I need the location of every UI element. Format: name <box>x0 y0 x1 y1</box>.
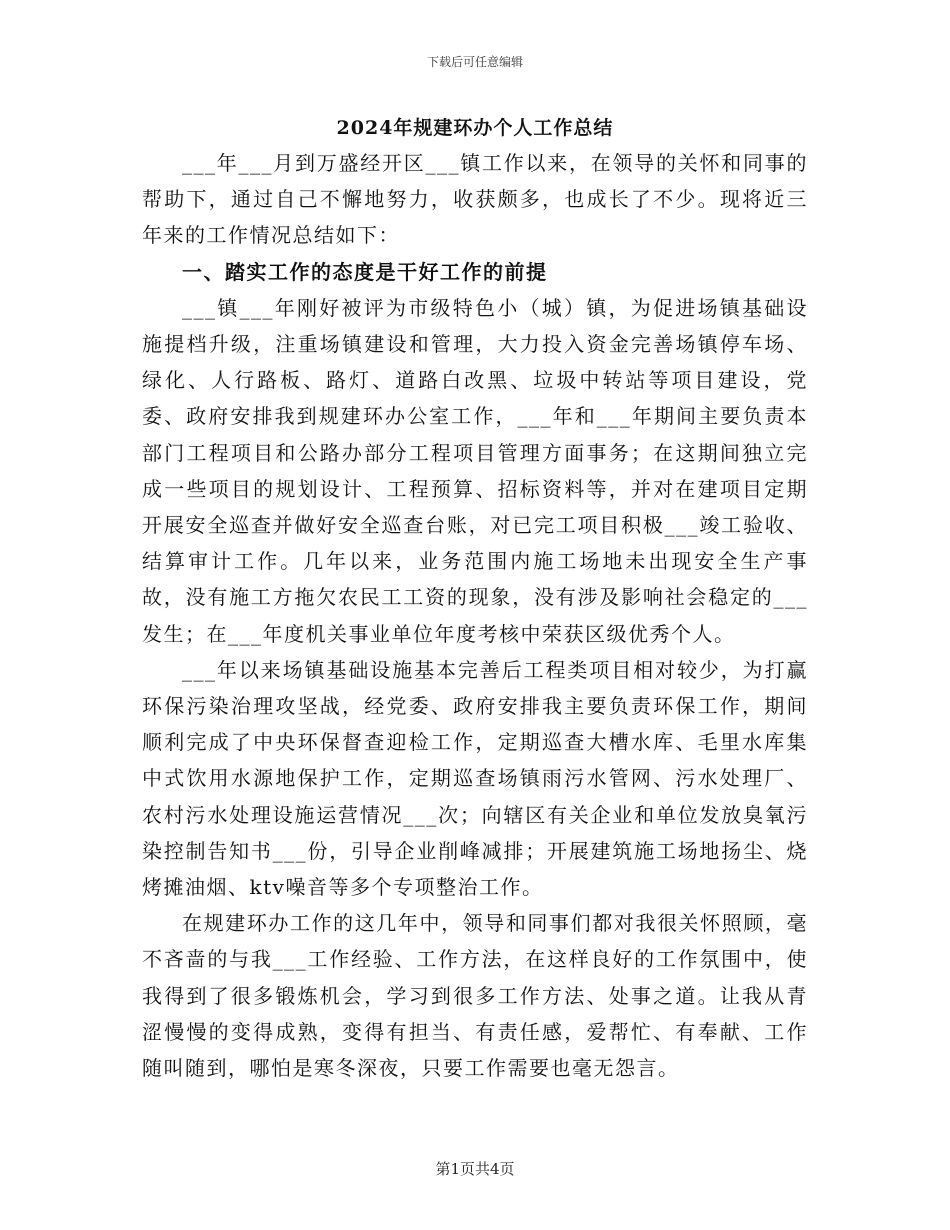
page-header-note: 下载后可任意编辑 <box>426 55 523 69</box>
document-title: 2024年规建环办个人工作总结 <box>336 117 614 139</box>
section-heading: 一、踏实工作的态度是干好工作的前提 <box>182 259 548 284</box>
page-number: 第1页共4页 <box>435 1160 515 1178</box>
body-paragraph-1: ___镇___年刚好被评为市级特色小（城）镇，为促进场镇基础设施提档升级，注重场镇建设和管理，大力投入资金完善场镇停车场、绿化、人行路板、路灯、道路白改黑、垃圾中转站等项目建设，党委、政府安排我到规建环办公室工作，___年和___年期间主要负责本部门工程项目和公路办部分工程项目管理方面事务；在这期间独立完成一些项目的规划设计、工程预算、招标资料等，并对在建项目定期开展安全巡查并做好安全巡查台账，对已完工项目积极___竣工验收、结算审计工作。几年以来，业务范围内施工场地未出现安全生产事故，没有施工方拖欠农民工工资的现象，没有涉及影响社会稳定的___发生；在___年度机关事业单位年度考核中荣获区级优秀个人。 <box>142 295 808 646</box>
intro-paragraph: ___年___月到万盛经开区___镇工作以来，在领导的关怀和同事的帮助下，通过自己不懈地努力，收获颇多，也成长了不少。现将近三年来的工作情况总结如下： <box>142 151 808 248</box>
body-paragraph-2: ___年以来场镇基础设施基本完善后工程类项目相对较少，为打赢环保污染治理攻坚战，经党委、政府安排我主要负责环保工作，期间顺利完成了中央环保督查迎检工作，定期巡查大槽水库、毛里水库集中式饮用水源地保护工作，定期巡查场镇雨污水管网、污水处理厂、农村污水处理设施运营情况___次；向辖区有关企业和单位发放臭氧污染控制告知书___份，引导企业削峰减排；开展建筑施工场地扬尘、烧烤摊油烟、ktv噪音等多个专项整治工作。 <box>142 657 808 900</box>
document-body <box>142 145 808 1086</box>
body-paragraph-3: 在规建环办工作的这几年中，领导和同事们都对我很关怀照顾，毫不吝啬的与我___工作经验、工作方法，在这样良好的工作氛围中，使我得到了很多锻炼机会，学习到很多工作方法、处事之道。让我从青涩慢慢的变得成熟，变得有担当、有责任感，爱帮忙、有奉献、工作随叫随到，哪怕是寒冬深夜，只要工作需要也毫无怨言。 <box>142 911 808 1081</box>
